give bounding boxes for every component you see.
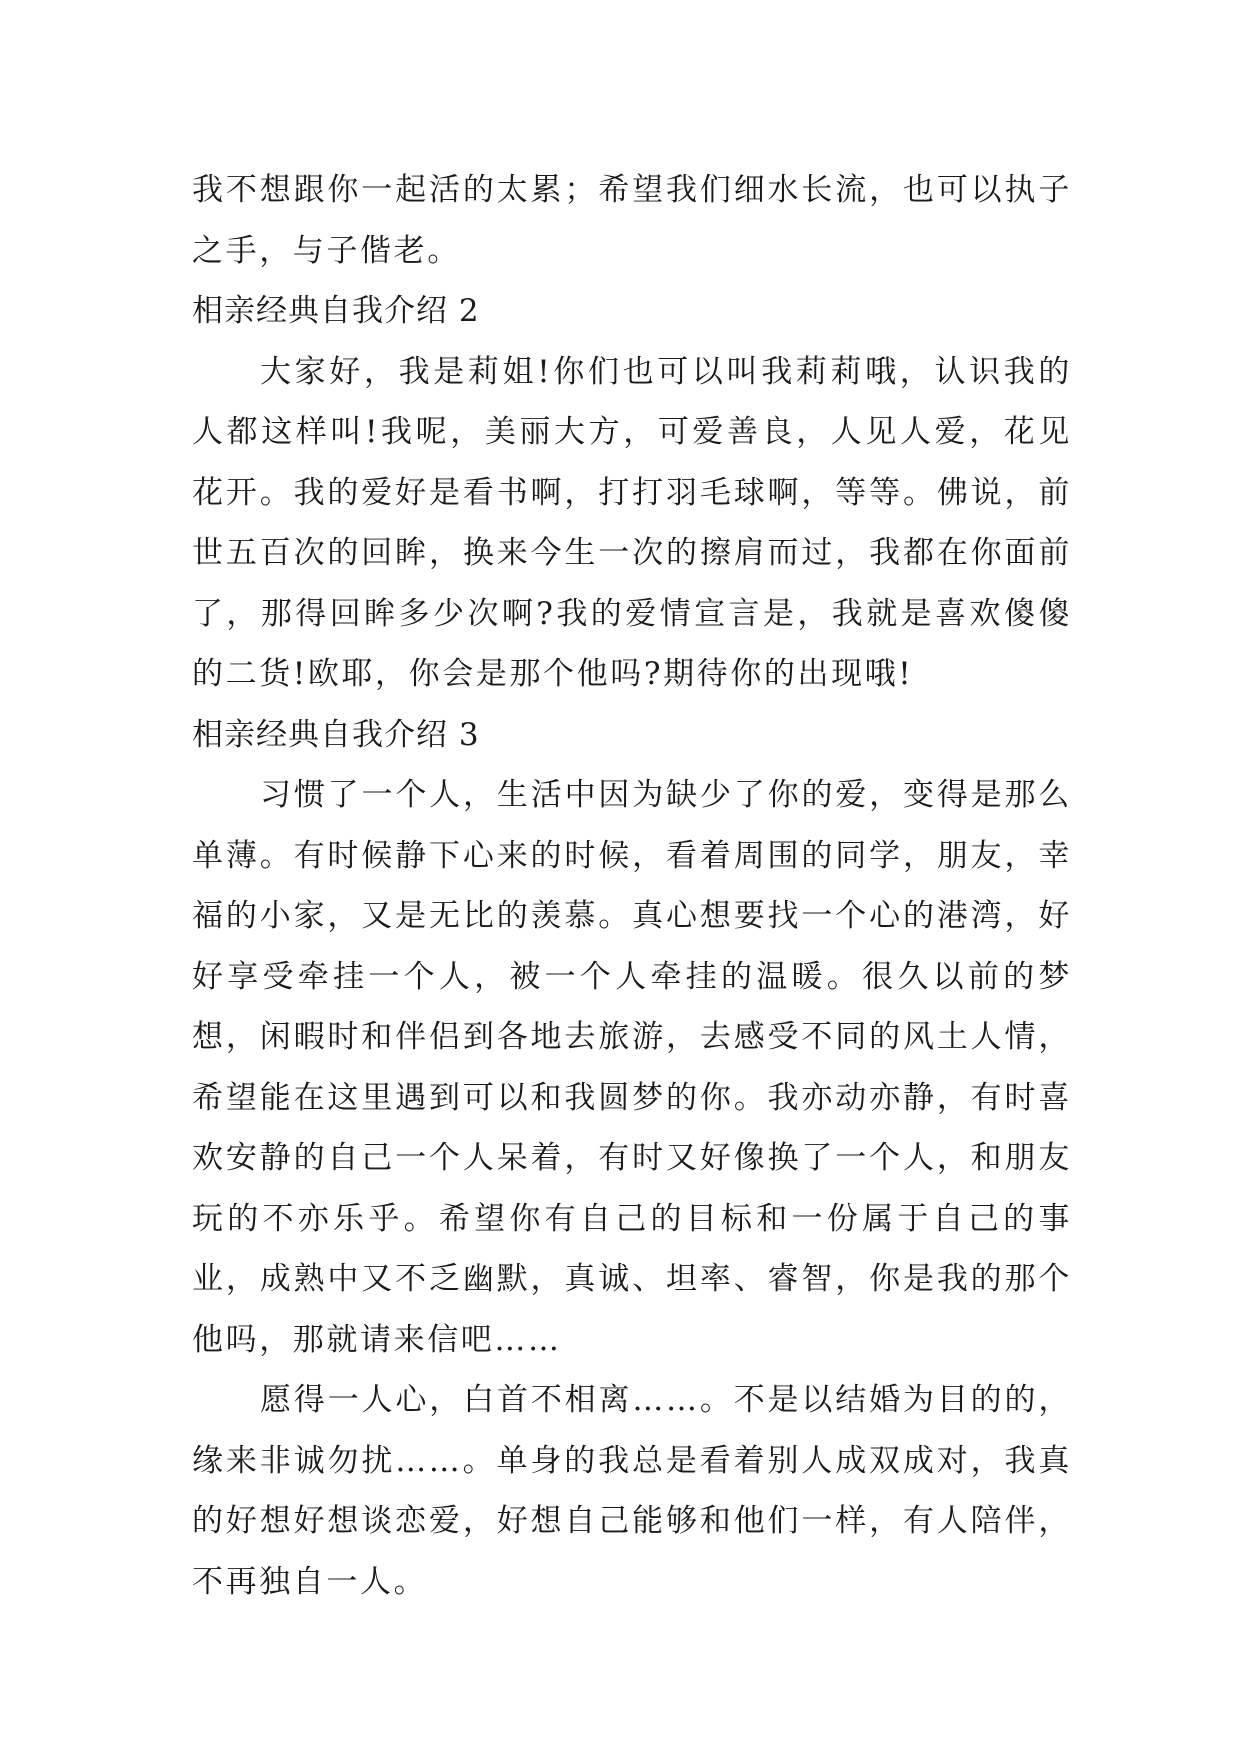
section-heading-2: 相亲经典自我介绍 2: [192, 293, 480, 329]
document-body: [192, 160, 1072, 1612]
paragraph-closing-line: 我不想跟你一起活的太累；希望我们细水长流，也可以执子之手，与子偕老。: [192, 172, 1072, 269]
paragraph-intro-3b: 愿得一人心，白首不相离……。不是以结婚为目的的，缘来非诚勿扰……。单身的我总是看着别人成双成对，我真的好想好想谈恋爱，好想自己能够和他们一样，有人陪伴，不再独自一人。: [192, 1382, 1072, 1600]
paragraph-intro-2: 大家好，我是莉姐!你们也可以叫我莉莉哦，认识我的人都这样叫!我呢，美丽大方，可爱善良，人见人爱，花见花开。我的爱好是看书啊，打打羽毛球啊，等等。佛说，前世五百次的回眸，换来今生一次的擦肩而过，我都在你面前了，那得回眸多少次啊?我的爱情宣言是，我就是喜欢傻傻的二货!欧耶，你会是那个他吗?期待你的出现哦!: [192, 353, 1072, 692]
section-heading-3: 相亲经典自我介绍 3: [192, 716, 480, 753]
paragraph-intro-3a: 习惯了一个人，生活中因为缺少了你的爱，变得是那么单薄。有时候静下心来的时候，看着周围的同学，朋友，幸福的小家，又是无比的羡慕。真心想要找一个心的港湾，好好享受牵挂一个人，被一个人牵挂的温暖。很久以前的梦想，闲暇时和伴侣到各地去旅游，去感受不同的风土人情，希望能在这里遇到可以和我圆梦的你。我亦动亦静，有时喜欢安静的自己一个人呆着，有时又好像换了一个人，和朋友玩的不亦乐乎。希望你有自己的目标和一份属于自己的事业，成熟中又不乏幽默，真诚、坦率、睿智，你是我的那个他吗，那就请来信吧……: [192, 777, 1072, 1358]
